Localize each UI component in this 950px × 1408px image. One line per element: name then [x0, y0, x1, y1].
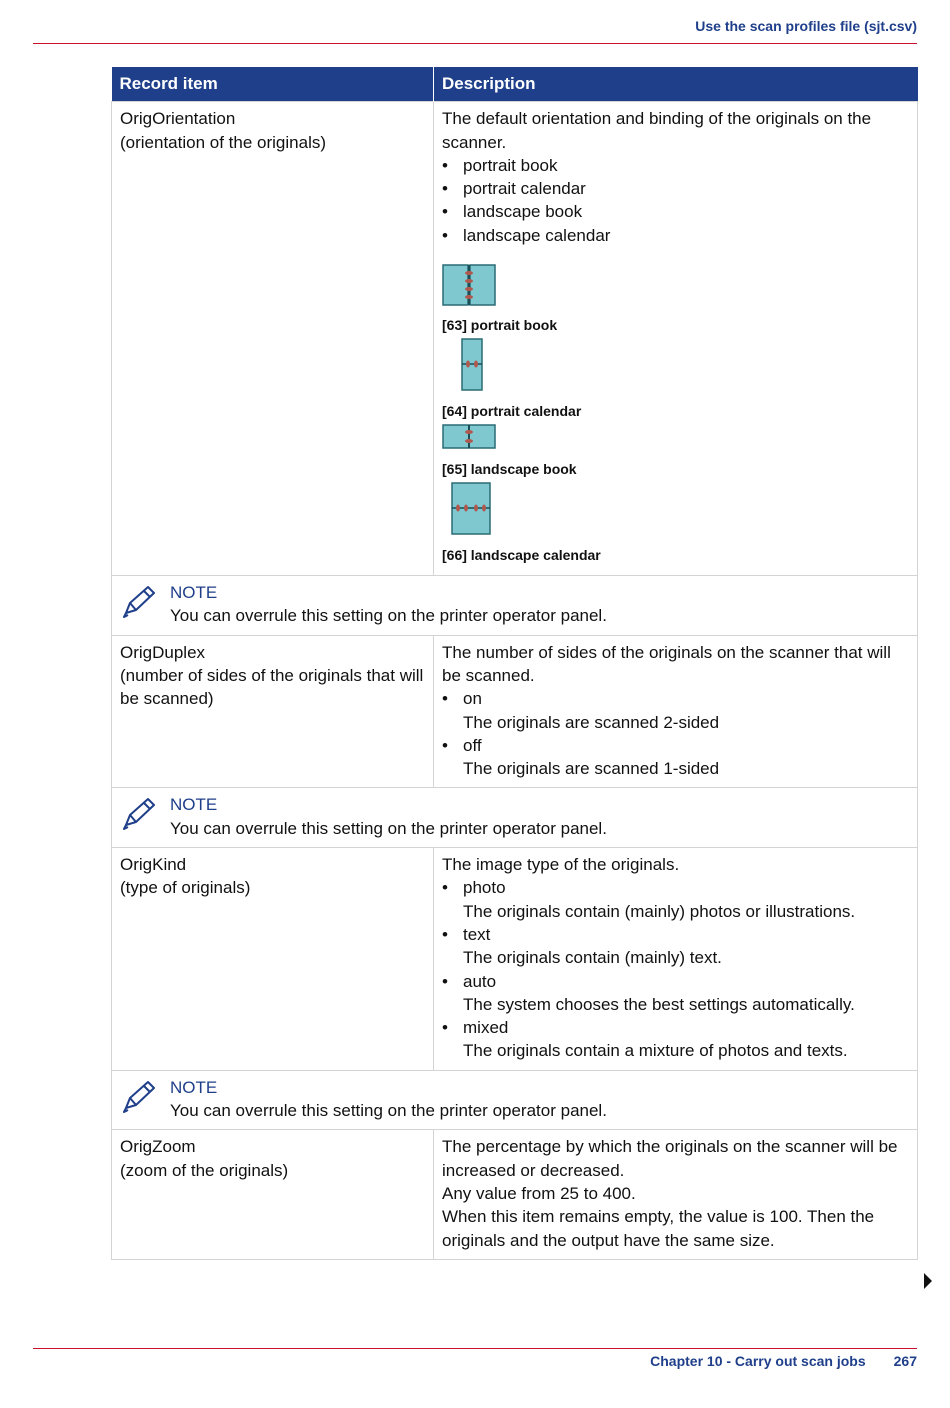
list-item: • portrait calendar: [442, 177, 909, 200]
figure-caption: [65] landscape book: [442, 461, 577, 478]
list-item: [442, 734, 909, 781]
continued-arrow-icon: [924, 1273, 932, 1289]
note-label: NOTE: [170, 1077, 218, 1097]
landscape-book-icon: [442, 424, 496, 450]
list-item: [442, 876, 909, 923]
option-list: [442, 154, 909, 247]
description-cell: [434, 848, 918, 1071]
option-detail: The originals contain (mainly) text.: [463, 948, 722, 968]
option-label: • auto: [463, 971, 497, 991]
description-text: The percentage by which the originals on the scanner will be increased or decreased.: [442, 1137, 898, 1180]
description-text: The number of sides of the originals on the scanner that will be scanned.: [442, 642, 891, 685]
record-items-table: [111, 67, 918, 1260]
note-text: You can overrule this setting on the printer operator panel.: [170, 606, 607, 626]
figure-group: [442, 247, 909, 564]
record-item-cell: [112, 635, 434, 788]
option-label: • photo: [463, 878, 506, 898]
option-label: • mixed: [463, 1018, 509, 1038]
note-row: [112, 788, 918, 848]
list-item: [442, 687, 909, 734]
landscape-calendar-icon: [442, 482, 496, 536]
option-label: • text: [463, 924, 491, 944]
note-row: [112, 1070, 918, 1130]
record-item-subtitle: (number of sides of the originals that will be scanned): [120, 665, 424, 709]
pencil-icon: [120, 1078, 158, 1114]
table-row: [112, 102, 918, 576]
list-item: • portrait book: [442, 154, 909, 177]
note-cell: [112, 1070, 918, 1130]
option-list: [442, 687, 909, 780]
record-item-name: OrigKind: [120, 855, 187, 875]
description-cell: [434, 1130, 918, 1259]
header-rule: [33, 43, 917, 44]
option-detail: The system chooses the best settings automatically.: [463, 994, 855, 1014]
table-row: [112, 848, 918, 1071]
figure-caption: [64] portrait calendar: [442, 403, 582, 420]
page-number: 267: [893, 1353, 917, 1369]
figure-caption: [63] portrait book: [442, 317, 558, 334]
record-item-name: OrigOrientation: [120, 109, 236, 129]
list-item: • landscape book: [442, 200, 909, 223]
record-item-name: OrigZoom: [120, 1137, 196, 1157]
description-text: When this item remains empty, the value is 100. Then the originals and the output have the same size.: [442, 1207, 875, 1250]
note-cell: [112, 788, 918, 848]
option-detail: The originals contain (mainly) photos or illustrations.: [463, 901, 856, 921]
description-text: The default orientation and binding of the originals on the scanner.: [442, 109, 872, 152]
record-item-cell: [112, 848, 434, 1071]
description-cell: [434, 102, 918, 576]
note-text: You can overrule this setting on the printer operator panel.: [170, 1101, 607, 1121]
portrait-book-icon: [442, 264, 496, 306]
note-text: You can overrule this setting on the printer operator panel.: [170, 818, 607, 838]
record-item-cell: [112, 1130, 434, 1259]
list-item: [442, 970, 909, 1017]
record-item-subtitle: (type of originals): [120, 878, 251, 898]
table-row: [112, 635, 918, 788]
chapter-title: Chapter 10 - Carry out scan jobs: [650, 1353, 866, 1369]
list-item: [442, 1016, 909, 1063]
description-text: The image type of the originals.: [442, 855, 680, 875]
pencil-icon: [120, 795, 158, 831]
column-header-record-item: Record item: [112, 67, 434, 102]
record-item-cell: [112, 102, 434, 576]
list-item: [442, 923, 909, 970]
option-detail: The originals are scanned 1-sided: [463, 759, 720, 779]
pencil-icon: [120, 583, 158, 619]
note-row: [112, 576, 918, 636]
note-label: NOTE: [170, 583, 218, 603]
note-label: NOTE: [170, 795, 218, 815]
figure-caption: [66] landscape calendar: [442, 547, 601, 564]
description-text: Any value from 25 to 400.: [442, 1183, 636, 1203]
running-header: Use the scan profiles file (sjt.csv): [695, 18, 917, 34]
table-header-row: [112, 67, 918, 102]
option-detail: The originals are scanned 2-sided: [463, 712, 720, 732]
table-row: [112, 1130, 918, 1259]
note-cell: [112, 576, 918, 636]
option-list: [442, 876, 909, 1062]
description-cell: [434, 635, 918, 788]
record-item-name: OrigDuplex: [120, 642, 206, 662]
record-item-subtitle: (zoom of the originals): [120, 1160, 289, 1180]
option-label: • off: [463, 735, 482, 755]
record-item-subtitle: (orientation of the originals): [120, 132, 327, 152]
column-header-description: Description: [434, 67, 918, 102]
list-item: • landscape calendar: [442, 224, 909, 247]
option-label: • on: [463, 689, 482, 709]
option-detail: The originals contain a mixture of photos and texts.: [463, 1041, 848, 1061]
portrait-calendar-icon: [444, 338, 498, 392]
running-footer: [650, 1353, 917, 1369]
footer-rule: [33, 1348, 917, 1349]
